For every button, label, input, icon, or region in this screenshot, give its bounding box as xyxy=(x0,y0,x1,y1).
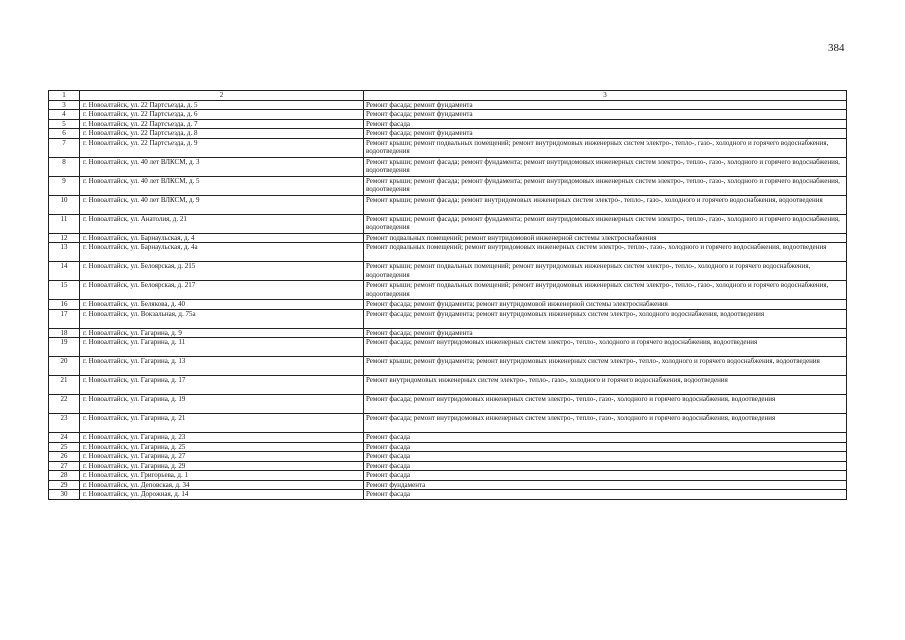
table-row xyxy=(49,100,847,110)
row-works: Ремонт крыши; ремонт фасада; ремонт фундамента; ремонт внутридомовых инженерных систем электро-, тепло-, газо-, холодного и горячего водоснабжения, водоотведения xyxy=(364,157,847,176)
row-number: 25 xyxy=(49,442,80,452)
row-number: 26 xyxy=(49,452,80,462)
table-row xyxy=(49,376,847,395)
row-address: г. Новоалтайск, ул. Дорожная, д. 14 xyxy=(80,490,364,500)
row-address: г. Новоалтайск, ул. Барнаульская, д. 4а xyxy=(80,243,364,262)
row-number: 9 xyxy=(49,176,80,195)
row-works: Ремонт фасада xyxy=(364,442,847,452)
row-number: 6 xyxy=(49,129,80,139)
row-address: г. Новоалтайск, ул. Гагарина, д. 11 xyxy=(80,338,364,357)
table-header-row xyxy=(49,91,847,101)
row-works: Ремонт фасада xyxy=(364,119,847,129)
table-row xyxy=(49,195,847,214)
header-cell-3: 3 xyxy=(364,91,847,101)
row-number: 13 xyxy=(49,243,80,262)
table-row xyxy=(49,262,847,281)
header-cell-2: 2 xyxy=(80,91,364,101)
row-address: г. Новоалтайск, ул. Гагарина, д. 29 xyxy=(80,461,364,471)
row-works: Ремонт фасада; ремонт внутридомовых инженерных систем электро-, тепло-, холодного и горячего водоснабжения, водоотведения xyxy=(364,338,847,357)
row-address: г. Новоалтайск, ул. Гагарина, д. 23 xyxy=(80,433,364,443)
table-row xyxy=(49,300,847,310)
row-works: Ремонт фасада xyxy=(364,461,847,471)
row-works: Ремонт фасада; ремонт фундамента xyxy=(364,110,847,120)
row-works: Ремонт фасада; ремонт фундамента xyxy=(364,129,847,139)
row-works: Ремонт фасада xyxy=(364,452,847,462)
row-works: Ремонт фундамента xyxy=(364,480,847,490)
row-works: Ремонт крыши; ремонт фасада; ремонт фундамента; ремонт внутридомовых инженерных систем электро-, тепло-, газо-, холодного и горячего водоснабжения, водоотведения xyxy=(364,176,847,195)
row-address: г. Новоалтайск, ул. Белоярская, д. 217 xyxy=(80,281,364,300)
row-works: Ремонт подвальных помещений; ремонт внутридомовых инженерных систем электро-, тепло-, газо-, холодного и горячего водоснабжения, водоотведения xyxy=(364,243,847,262)
row-number: 12 xyxy=(49,233,80,243)
row-address: г. Новоалтайск, ул. Гагарина, д. 13 xyxy=(80,357,364,376)
table-row xyxy=(49,119,847,129)
row-works: Ремонт фасада xyxy=(364,471,847,481)
row-address: г. Новоалтайск, ул. 22 Партсъезда, д. 7 xyxy=(80,119,364,129)
row-number: 22 xyxy=(49,395,80,414)
table-body xyxy=(49,91,847,500)
row-number: 28 xyxy=(49,471,80,481)
row-works: Ремонт крыши; ремонт подвальных помещений; ремонт внутридомовых инженерных систем электро-, тепло-, газо-, холодного и горячего водоснабжения, водоотведения xyxy=(364,281,847,300)
row-address: г. Новоалтайск, ул. 22 Партсъезда, д. 8 xyxy=(80,129,364,139)
table-row xyxy=(49,138,847,157)
row-address: г. Новоалтайск, ул. Барнаульская, д. 4 xyxy=(80,233,364,243)
row-number: 19 xyxy=(49,338,80,357)
table-row xyxy=(49,357,847,376)
table-row xyxy=(49,309,847,328)
row-works: Ремонт фасада; ремонт внутридомовых инженерных систем электро-, тепло-, газо-, холодного и горячего водоснабжения, водоотведения xyxy=(364,414,847,433)
table-row xyxy=(49,338,847,357)
row-address: г. Новоалтайск, ул. 40 лет ВЛКСМ, д. 5 xyxy=(80,176,364,195)
row-works: Ремонт фасада; ремонт фундамента xyxy=(364,328,847,338)
row-works: Ремонт крыши; ремонт фасада; ремонт внутридомовых инженерных систем электро-, тепло-, газо-, холодного и горячего водоснабжения, водоотведения xyxy=(364,195,847,214)
row-works: Ремонт крыши; ремонт подвальных помещений; ремонт внутридомовых инженерных систем электро-, тепло-, газо-, холодного и горячего водоснабжения, водоотведения xyxy=(364,138,847,157)
row-address: г. Новоалтайск, ул. Григорьева, д. 1 xyxy=(80,471,364,481)
row-number: 18 xyxy=(49,328,80,338)
table-row xyxy=(49,490,847,500)
row-address: г. Новоалтайск, ул. Гагарина, д. 25 xyxy=(80,442,364,452)
row-number: 3 xyxy=(49,100,80,110)
row-number: 4 xyxy=(49,110,80,120)
row-address: г. Новоалтайск, ул. Гагарина, д. 9 xyxy=(80,328,364,338)
row-address: г. Новоалтайск, ул. Анатолия, д. 21 xyxy=(80,214,364,233)
row-number: 24 xyxy=(49,433,80,443)
table-row xyxy=(49,461,847,471)
table-row xyxy=(49,233,847,243)
row-address: г. Новоалтайск, ул. 40 лет ВЛКСМ, д. 3 xyxy=(80,157,364,176)
row-address: г. Новоалтайск, ул. Гагарина, д. 21 xyxy=(80,414,364,433)
row-number: 16 xyxy=(49,300,80,310)
table-row xyxy=(49,395,847,414)
row-number: 20 xyxy=(49,357,80,376)
row-works: Ремонт фасада xyxy=(364,490,847,500)
row-address: г. Новоалтайск, ул. Белякова, д. 40 xyxy=(80,300,364,310)
row-number: 5 xyxy=(49,119,80,129)
page-number: 384 xyxy=(828,42,845,54)
row-number: 29 xyxy=(49,480,80,490)
row-works: Ремонт внутридомовых инженерных систем электро-, тепло-, газо-, холодного и горячего водоснабжения, водоотведения xyxy=(364,376,847,395)
table-row xyxy=(49,433,847,443)
row-number: 23 xyxy=(49,414,80,433)
row-works: Ремонт крыши; ремонт фундамента; ремонт внутридомовых инженерных систем электро-, тепло-, холодного и горячего водоснабжения, водоотведения xyxy=(364,357,847,376)
row-number: 11 xyxy=(49,214,80,233)
row-works: Ремонт крыши; ремонт подвальных помещений; ремонт внутридомовых инженерных систем электро-, тепло-, холодного и горячего водоснабжения, водоотведения xyxy=(364,262,847,281)
table-row xyxy=(49,471,847,481)
row-address: г. Новоалтайск, ул. 22 Партсъезда, д. 5 xyxy=(80,100,364,110)
row-number: 10 xyxy=(49,195,80,214)
table-row xyxy=(49,281,847,300)
row-address: г. Новоалтайск, ул. Гагарина, д. 17 xyxy=(80,376,364,395)
row-works: Ремонт крыши; ремонт фасада; ремонт фундамента; ремонт внутридомовых инженерных систем электро-, тепло-, газо-, холодного и горячего водоснабжения, водоотведения xyxy=(364,214,847,233)
row-works: Ремонт фасада xyxy=(364,433,847,443)
row-number: 21 xyxy=(49,376,80,395)
table-row xyxy=(49,480,847,490)
table-row xyxy=(49,176,847,195)
table-row xyxy=(49,157,847,176)
row-address: г. Новоалтайск, ул. Вокзальная, д. 75а xyxy=(80,309,364,328)
row-number: 17 xyxy=(49,309,80,328)
row-number: 14 xyxy=(49,262,80,281)
table-row xyxy=(49,110,847,120)
repair-works-table xyxy=(48,90,847,500)
table-row xyxy=(49,129,847,139)
row-number: 7 xyxy=(49,138,80,157)
table-row xyxy=(49,442,847,452)
row-number: 8 xyxy=(49,157,80,176)
row-address: г. Новоалтайск, ул. Гагарина, д. 19 xyxy=(80,395,364,414)
row-works: Ремонт фасада; ремонт фундамента; ремонт внутридомовой инженерной системы электроснабжения xyxy=(364,300,847,310)
row-number: 27 xyxy=(49,461,80,471)
row-number: 15 xyxy=(49,281,80,300)
table-row xyxy=(49,214,847,233)
row-address: г. Новоалтайск, ул. Деповская, д. 34 xyxy=(80,480,364,490)
table-row xyxy=(49,328,847,338)
table-row xyxy=(49,243,847,262)
table-row xyxy=(49,414,847,433)
table-row xyxy=(49,452,847,462)
row-works: Ремонт фасада; ремонт фундамента; ремонт внутридомовых инженерных систем электро-, холодного водоснабжения, водоотведения xyxy=(364,309,847,328)
row-address: г. Новоалтайск, ул. Гагарина, д. 27 xyxy=(80,452,364,462)
row-address: г. Новоалтайск, ул. Белоярская, д. 215 xyxy=(80,262,364,281)
row-address: г. Новоалтайск, ул. 22 Партсъезда, д. 6 xyxy=(80,110,364,120)
row-works: Ремонт фасада; ремонт фундамента xyxy=(364,100,847,110)
row-address: г. Новоалтайск, ул. 22 Партсъезда, д. 9 xyxy=(80,138,364,157)
row-number: 30 xyxy=(49,490,80,500)
row-works: Ремонт фасада; ремонт внутридомовых инженерных систем электро-, тепло-, газо-, холодного и горячего водоснабжения, водоотведения xyxy=(364,395,847,414)
header-cell-1: 1 xyxy=(49,91,80,101)
row-works: Ремонт подвальных помещений; ремонт внутридомовой инженерной системы электроснабжения xyxy=(364,233,847,243)
row-address: г. Новоалтайск, ул. 40 лет ВЛКСМ, д. 9 xyxy=(80,195,364,214)
